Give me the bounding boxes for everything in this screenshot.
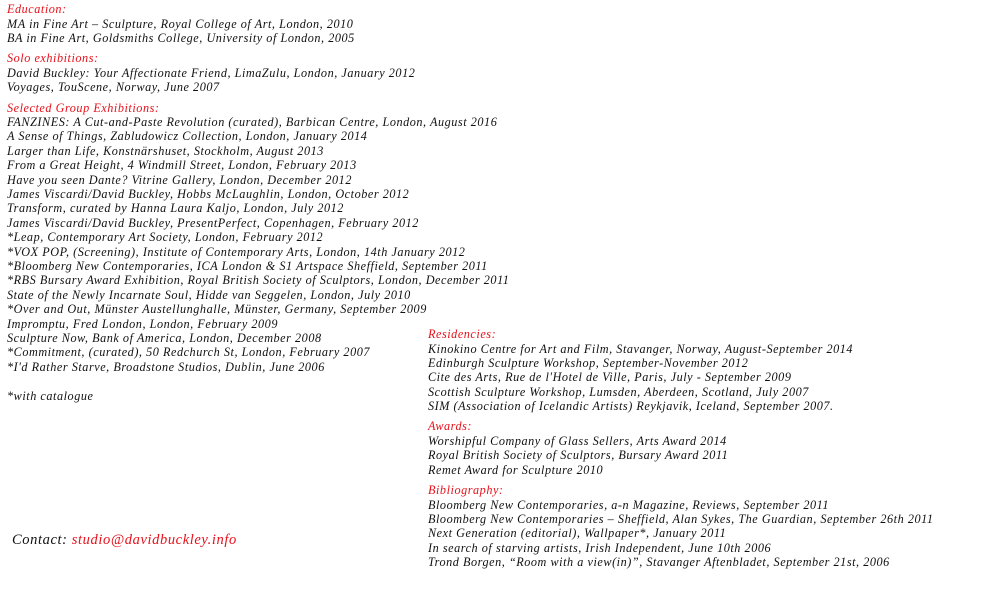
solo-exhibition-item: David Buckley: Your Affectionate Friend, LimaZulu, London, January 2012	[7, 65, 416, 80]
education-heading: Education:	[7, 2, 67, 16]
group-exhibition-item: Transform, curated by Hanna Laura Kaljo, London, July 2012	[7, 201, 344, 216]
bibliography-item: Bloomberg New Contemporaries, a-n Magazine, Reviews, September 2011	[428, 497, 830, 512]
group-exhibition-item: FANZINES: A Cut-and-Paste Revolution (curated), Barbican Centre, London, August 2016	[7, 115, 498, 130]
bibliography-heading: Bibliography:	[428, 483, 504, 498]
bibliography-item: In search of starving artists, Irish Independent, June 10th 2006	[428, 540, 772, 555]
group-exhibition-item: *Over and Out, Münster Austellunghalle, Münster, Germany, September 2009	[7, 302, 427, 317]
group-exhibitions-heading: Selected Group Exhibitions:	[7, 100, 160, 115]
group-exhibition-item: *Bloomberg New Contemporaries, ICA London & S1 Artspace Sheffield, September 2011	[7, 258, 488, 273]
group-exhibition-item: Sculpture Now, Bank of America, London, December 2008	[7, 330, 322, 345]
group-exhibition-item: *RBS Bursary Award Exhibition, Royal British Society of Sculptors, London, December 2011	[7, 273, 510, 288]
group-exhibition-item: *Leap, Contemporary Art Society, London, February 2012	[7, 230, 324, 245]
group-exhibition-item: *Commitment, (curated), 50 Redchurch St, London, February 2007	[7, 345, 371, 360]
residency-item: Edinburgh Sculpture Workshop, September-November 2012	[428, 355, 749, 370]
residency-item: Scottish Sculpture Workshop, Lumsden, Aberdeen, Scotland, July 2007	[428, 384, 809, 399]
bibliography-item: Next Generation (editorial), Wallpaper*, January 2011	[428, 526, 727, 541]
contact-label: Contact:	[12, 532, 68, 548]
award-item: Royal British Society of Sculptors, Bursary Award 2011	[428, 448, 729, 463]
bibliography-section	[428, 483, 934, 569]
group-exhibition-item: James Viscardi/David Buckley, PresentPerfect, Copenhagen, February 2012	[7, 215, 419, 230]
awards-section	[428, 419, 934, 477]
residency-item: SIM (Association of Icelandic Artists) Reykjavik, Iceland, September 2007.	[428, 399, 834, 414]
education-section	[7, 2, 509, 45]
contact-email-link[interactable]: studio@davidbuckley.info	[71, 532, 237, 548]
group-exhibition-item: James Viscardi/David Buckley, Hobbs McLaughlin, London, October 2012	[7, 187, 410, 202]
residencies-heading: Residencies:	[428, 327, 497, 341]
residencies-section	[428, 327, 934, 413]
awards-heading: Awards:	[428, 419, 473, 434]
group-exhibition-item: State of the Newly Incarnate Soul, Hidde van Seggelen, London, July 2010	[7, 287, 411, 302]
group-exhibition-item: From a Great Height, 4 Windmill Street, London, February 2013	[7, 158, 357, 173]
education-item: BA in Fine Art, Goldsmiths College, University of London, 2005	[7, 30, 355, 45]
education-item: MA in Fine Art – Sculpture, Royal College of Art, London, 2010	[7, 16, 354, 31]
solo-exhibitions-heading: Solo exhibitions:	[7, 51, 99, 66]
group-exhibition-item: *VOX POP, (Screening), Institute of Contemporary Arts, London, 14th January 2012	[7, 244, 466, 259]
group-exhibition-item: Have you seen Dante? Vitrine Gallery, London, December 2012	[7, 172, 352, 187]
residency-item: Cite des Arts, Rue de l'Hotel de Ville, Paris, July - September 2009	[428, 370, 792, 385]
bibliography-item: Trond Borgen, “Room with a view(in)”, Stavanger Aftenbladet, September 21st, 2006	[428, 555, 890, 570]
award-item: Worshipful Company of Glass Sellers, Arts Award 2014	[428, 433, 727, 448]
group-exhibition-item: A Sense of Things, Zabludowicz Collection, London, January 2014	[7, 129, 368, 144]
solo-exhibitions-section	[7, 51, 509, 94]
group-exhibition-item: *I'd Rather Starve, Broadstone Studios, Dublin, June 2006	[7, 359, 325, 374]
bibliography-item: Bloomberg New Contemporaries – Sheffield, Alan Sykes, The Guardian, September 26th 2011	[428, 512, 934, 527]
group-exhibition-item: Larger than Life, Konstnärshuset, Stockholm, August 2013	[7, 143, 324, 158]
catalogue-note: *with catalogue	[7, 389, 94, 404]
group-exhibition-item: Impromptu, Fred London, London, February 2009	[7, 316, 278, 331]
right-column	[428, 327, 934, 576]
solo-exhibition-item: Voyages, TouScene, Norway, June 2007	[7, 80, 220, 95]
residency-item: Kinokino Centre for Art and Film, Stavanger, Norway, August-September 2014	[428, 341, 854, 356]
award-item: Remet Award for Sculpture 2010	[428, 462, 604, 477]
contact-line	[12, 532, 237, 549]
